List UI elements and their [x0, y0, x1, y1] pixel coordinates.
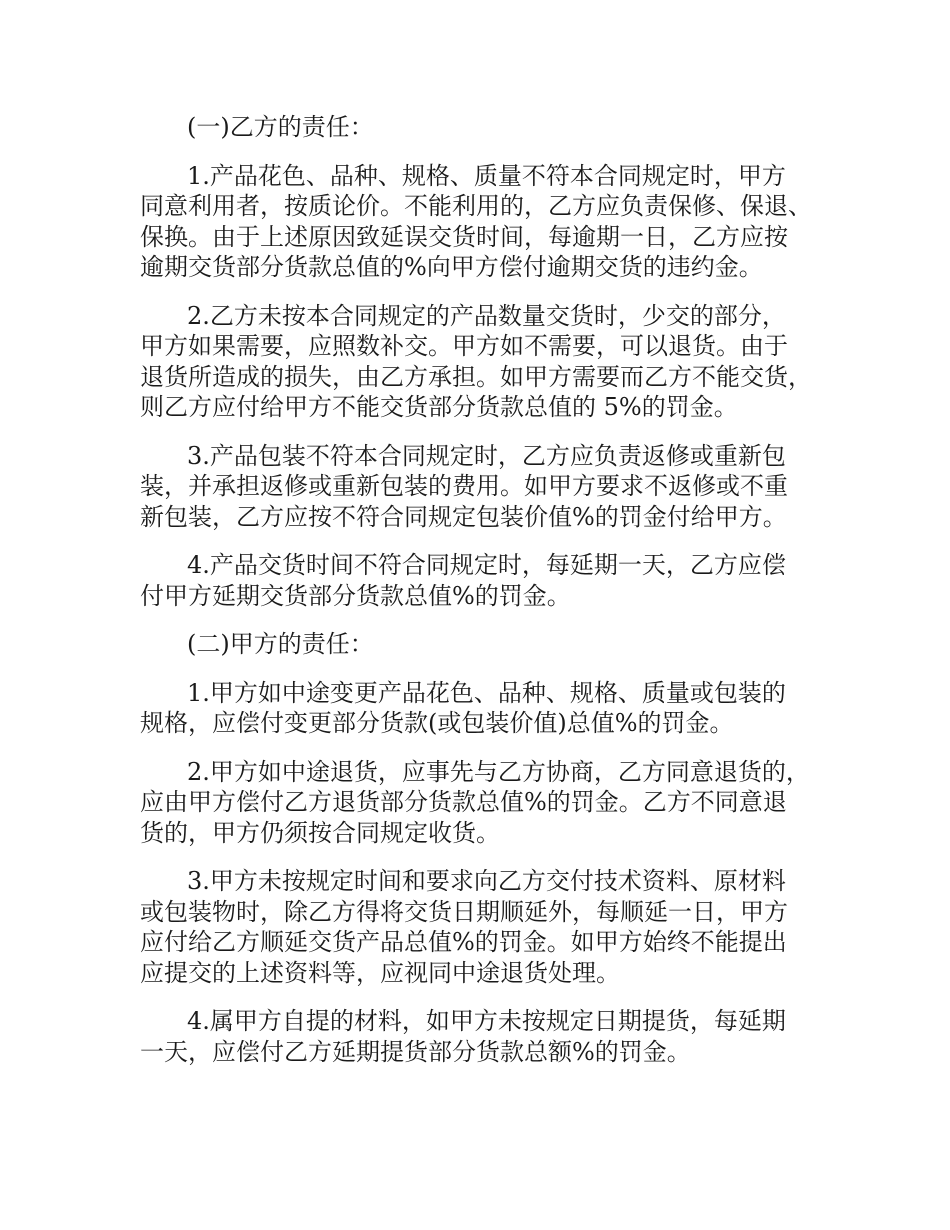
clause-line: 应提交的上述资料等，应视同中途退货处理。 — [140, 958, 620, 987]
section-heading-party-a — [140, 629, 830, 660]
clause-b-2 — [140, 301, 830, 423]
clause-line: 或包装物时，除乙方得将交货日期顺延外，每顺延一日，甲方 — [140, 897, 788, 926]
clause-line: 3.产品包装不符本合同规定时，乙方应负责返修或重新包 — [187, 441, 786, 470]
clause-line: 付甲方延期交货部分货款总值%的罚金。 — [140, 581, 571, 610]
clause-line: 逾期交货部分货款总值的%向甲方偿付逾期交货的违约金。 — [140, 253, 763, 281]
clause-line: 新包装，乙方应按不符合同规定包装价值%的罚金付给甲方。 — [140, 502, 787, 531]
clause-line: 4.产品交货时间不符合同规定时，每延期一天，乙方应偿 — [187, 551, 786, 579]
clause-line: 退货所造成的损失，由乙方承担。如甲方需要而乙方不能交货， — [140, 362, 812, 391]
clause-line: 2.甲方如中途退货，应事先与乙方协商，乙方同意退货的， — [187, 757, 810, 786]
clause-line: 应由甲方偿付乙方退货部分货款总值%的罚金。乙方不同意退 — [140, 788, 787, 816]
clause-a-2 — [140, 757, 830, 849]
section-heading-party-b — [140, 112, 830, 143]
clause-line: 一天，应偿付乙方延期提货部分货款总额%的罚金。 — [140, 1037, 691, 1066]
clause-line: 装，并承担返修或重新包装的费用。如甲方要求不返修或不重 — [140, 472, 788, 500]
clause-line: 保换。由于上述原因致延误交货时间，每逾期一日，乙方应按 — [140, 222, 788, 251]
clause-a-1 — [140, 678, 830, 739]
heading-line: (二)甲方的责任： — [187, 630, 374, 658]
clause-b-3 — [140, 441, 830, 533]
clause-line: 规格，应偿付变更部分货款(或包装价值)总值%的罚金。 — [140, 709, 734, 737]
heading-line: (一)乙方的责任： — [187, 113, 374, 141]
document-body — [140, 112, 830, 1085]
clause-line: 应付给乙方顺延交货产品总值%的罚金。如甲方始终不能提出 — [140, 928, 787, 956]
clause-line: 1.产品花色、品种、规格、质量不符本合同规定时，甲方 — [187, 161, 786, 190]
clause-b-1 — [140, 161, 830, 283]
clause-line: 3.甲方未按规定时间和要求向乙方交付技术资料、原材料 — [187, 867, 786, 895]
clause-a-4 — [140, 1006, 830, 1067]
clause-line: 货的，甲方仍须按合同规定收货。 — [140, 818, 500, 847]
clause-a-3 — [140, 866, 830, 988]
clause-line: 则乙方应付给甲方不能交货部分货款总值的 5%的罚金。 — [140, 393, 738, 421]
clause-line: 2.乙方未按本合同规定的产品数量交货时，少交的部分， — [187, 301, 786, 330]
clause-b-4 — [140, 550, 830, 611]
clause-line: 甲方如果需要，应照数补交。甲方如不需要，可以退货。由于 — [140, 332, 788, 360]
clause-line: 同意利用者，按质论价。不能利用的，乙方应负责保修、保退、 — [140, 192, 812, 220]
clause-line: 4.属甲方自提的材料，如甲方未按规定日期提货，每延期 — [187, 1007, 786, 1035]
clause-line: 1.甲方如中途变更产品花色、品种、规格、质量或包装的 — [187, 678, 786, 707]
